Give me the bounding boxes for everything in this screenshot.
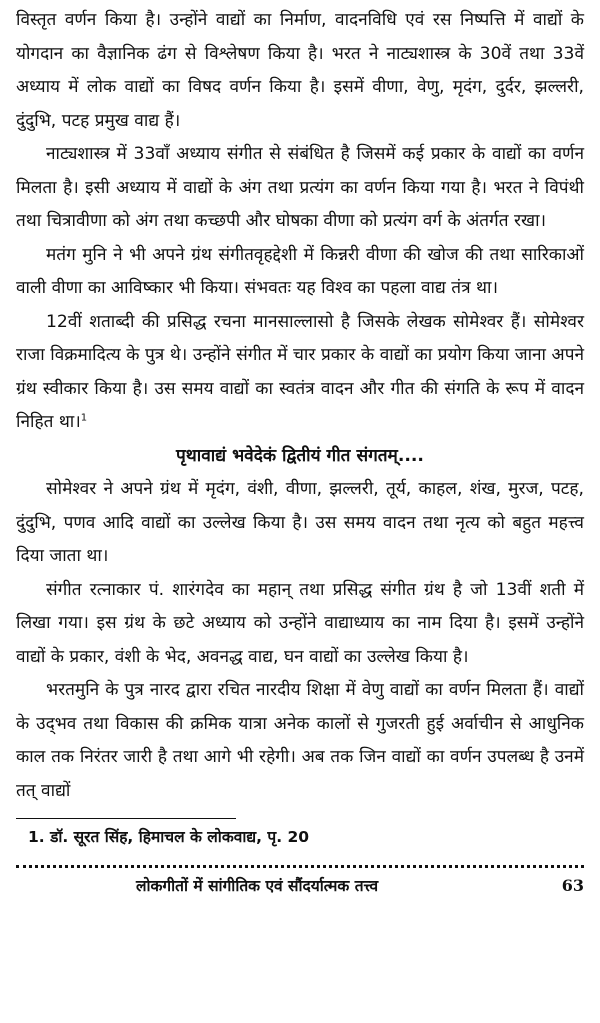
paragraph-4 bbox=[16, 306, 584, 440]
footnote-divider bbox=[16, 818, 236, 819]
dotted-divider bbox=[16, 865, 584, 868]
footnote-mark: 1 bbox=[80, 412, 88, 424]
page-number: 63 bbox=[561, 876, 584, 895]
paragraph-6: संगीत रत्नाकार पं. शारंगदेव का महान् तथा प्रसिद्ध संगीत ग्रंथ है जो 13वीं शती में लिखा गया। इस ग्रंथ के छटे अध्याय को उन्होंने वाद्याध्याय का नाम दिया है। इसमें उन्होंने वाद्यों के प्रकार, वंशी के भेद, अवनद्ध वाद्य, घन वाद्यों का उल्लेख किया है। bbox=[16, 579, 584, 667]
paragraph-2: नाट्यशास्त्र में 33वाँ अध्याय संगीत से संबंधित है जिसमें कई प्रकार के वाद्यों का वर्णन मिलता है। इसी अध्याय में वाद्यों के अंग तथा प्रत्यंग का वर्णन किया गया है। भरत ने विपंथी तथा चित्रावीणा को अंग तथा कच्छपी और घोषका वीणा को प्रत्यंग वर्ग के अंतर्गत रखा। bbox=[16, 144, 584, 231]
paragraph-3: मतंग मुनि ने भी अपने ग्रंथ संगीतवृहद्देशी में किन्नरी वीणा की खोज की तथा सारिकाओं वाली वीणा का आविष्कार भी किया। संभवतः यह विश्व का पहला वाद्य तंत्र था। bbox=[16, 244, 584, 298]
paragraph-4-text: 12वीं शताब्दी की प्रसिद्ध रचना मानसाल्लासो है जिसके लेखक सोमेश्वर हैं। सोमेश्वर राजा विक्रमादित्य के पुत्र थे। उन्होंने संगीत में चार प्रकार के वाद्यों का प्रयोग किया जाना अपने ग्रंथ स्वीकार किया है। उस समय वाद्यों का स्वतंत्र वादन और गीत की संगति के रूप में वादन निहित था। bbox=[16, 311, 584, 432]
page-footer bbox=[16, 874, 584, 896]
running-title: लोकगीतों में सांगीतिक एवं सौंदर्यात्मक तत्त्व bbox=[136, 877, 379, 895]
sanskrit-quote: पृथावाद्यं भवेदेकं द्वितीयं गीत संगतम्.... bbox=[176, 445, 424, 466]
paragraph-1: विस्तृत वर्णन किया है। उन्होंने वाद्यों का निर्माण, वादनविधि एवं रस निष्पत्ति में वाद्यों के योगदान का वैज्ञानिक ढंग से विश्लेषण किया है। भरत ने नाट्यशास्त्र के 30वें तथा 33वें अध्याय में लोक वाद्यों का विषद वर्णन किया है। इसमें वीणा, वेणु, मृदंग, दुर्दर, झल्लरी, दुंदुभि, पटह प्रमुख वाद्य हैं। bbox=[16, 10, 584, 131]
paragraph-5: सोमेश्वर ने अपने ग्रंथ में मृदंग, वंशी, वीणा, झल्लरी, तूर्य, काहल, शंख, मुरज, पटह, दुंदुभि, पणव आदि वाद्यों का उल्लेख किया है। उस समय वादन तथा नृत्य को बहुत महत्त्व दिया जाता था। bbox=[16, 479, 584, 566]
footnote: 1. डॉ. सूरत सिंह, हिमाचल के लोकवाद्य, पृ. 20 bbox=[28, 828, 310, 846]
paragraph-7: भरतमुनि के पुत्र नारद द्वारा रचित नारदीय शिक्षा में वेणु वाद्यों का वर्णन मिलता हैं। वाद्यों के उद्‍भव तथा विकास की क्रमिक यात्रा अनेक कालों से गुजरती हुई अर्वाचीन से आधुनिक काल तक निरंतर जारी है तथा आगे भी रहेगी। अब तक जिन वाद्यों का वर्णन उपलब्ध है उनमें तत् वाद्यों bbox=[16, 680, 584, 801]
book-page bbox=[16, 4, 584, 1016]
